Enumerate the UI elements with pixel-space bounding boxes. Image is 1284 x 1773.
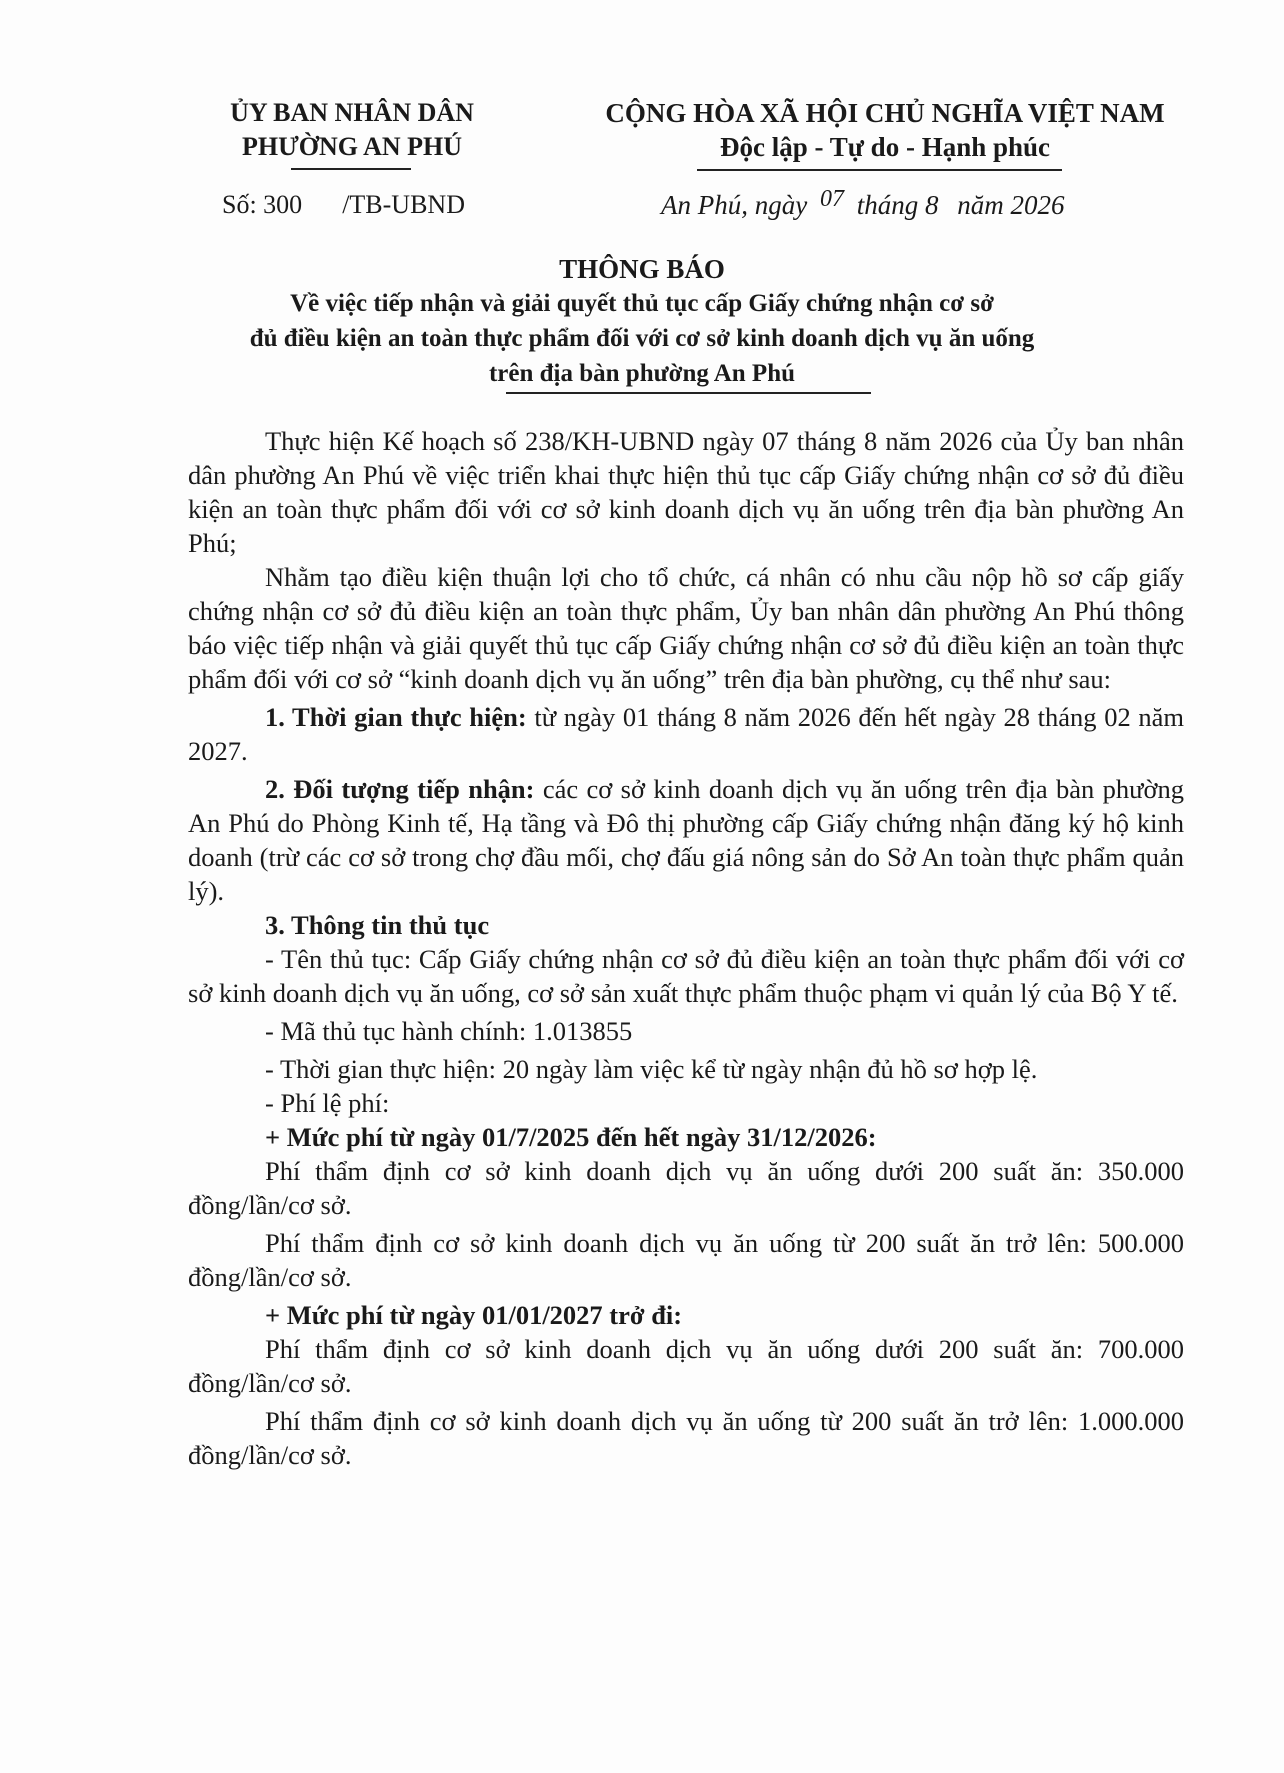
paragraph-purpose: Nhằm tạo điều kiện thuận lợi cho tổ chức, cá nhân có nhu cầu nộp hồ sơ cấp giấy chứng nhận cơ sở đủ điều kiện an toàn thực phẩm, Ủy ban nhân dân phường An Phú thông báo việc tiếp nhận và giải quyết thủ tục cấp Giấy chứng nhận cơ sở đủ điều kiện an toàn thực phẩm đối với cơ sở “kinh doanh dịch vụ ăn uống” trên địa bàn phường, cụ thể như sau:	[188, 562, 1184, 694]
document-date	[661, 186, 1065, 221]
document-number-suffix: /TB-UBND	[342, 190, 465, 219]
section-3	[188, 908, 1184, 942]
notice-subject-line2: đủ điều kiện an toàn thực phẩm đối với cơ sở kinh doanh dịch vụ ăn uống	[249, 325, 1035, 352]
agency-underline	[291, 168, 411, 170]
fee-period-1-under-200: Phí thẩm định cơ sở kinh doanh dịch vụ ăn uống dưới 200 suất ăn: 350.000 đồng/lần/cơ sở.	[188, 1156, 1184, 1220]
motto-underline	[697, 169, 1062, 171]
date-day: 07	[819, 186, 844, 212]
date-prefix: An Phú, ngày	[661, 190, 808, 220]
fee-period-2-heading: + Mức phí từ ngày 01/01/2027 trở đi:	[265, 1300, 683, 1330]
paragraph-basis: Thực hiện Kế hoạch số 238/KH-UBND ngày 07 tháng 8 năm 2026 của Ủy ban nhân dân phường An Phú về việc triển khai thực hiện thủ tục cấp Giấy chứng nhận cơ sở đủ điều kiện an toàn thực phẩm đối với cơ sở kinh doanh dịch vụ ăn uống trên địa bàn phường An Phú;	[188, 426, 1184, 558]
section-1-label: 1. Thời gian thực hiện:	[265, 702, 527, 732]
fee-period-1-heading: + Mức phí từ ngày 01/7/2025 đến hết ngày 31/12/2026:	[265, 1122, 877, 1152]
processing-time: - Thời gian thực hiện: 20 ngày làm việc kể từ ngày nhận đủ hồ sơ hợp lệ.	[265, 1054, 1038, 1084]
title-underline	[506, 392, 871, 394]
notice-title: THÔNG BÁO	[559, 254, 725, 284]
agency-name-line1: ỦY BAN NHÂN DÂN	[230, 98, 474, 127]
section-2	[188, 772, 1184, 908]
fees-heading: - Phí lệ phí:	[265, 1088, 390, 1118]
date-month: tháng 8	[856, 190, 939, 220]
document-number-label: Số: 300	[222, 190, 303, 219]
date-year: năm 2026	[957, 190, 1065, 220]
procedure-name: - Tên thủ tục: Cấp Giấy chứng nhận cơ sở đủ điều kiện an toàn thực phẩm đối với cơ sở kinh doanh dịch vụ ăn uống, cơ sở sản xuất thực phẩm thuộc phạm vi quản lý của Bộ Y tế.	[188, 944, 1184, 1008]
nation-motto: Độc lập - Tự do - Hạnh phúc	[719, 132, 1051, 162]
section-1	[188, 700, 1184, 768]
notice-body	[188, 424, 1184, 1472]
notice-subject-line1: Về việc tiếp nhận và giải quyết thủ tục cấp Giấy chứng nhận cơ sở	[290, 290, 994, 317]
notice-subject-line3: trên địa bàn phường An Phú	[488, 360, 796, 387]
document-number	[222, 190, 465, 220]
agency-name-line2: PHƯỜNG AN PHÚ	[241, 132, 463, 161]
section-2-text: các cơ sở kinh doanh dịch vụ ăn uống trên địa bàn phường An Phú do Phòng Kinh tế, Hạ tầng và Đô thị phường cấp Giấy chứng nhận đăng ký hộ kinh doanh (trừ các cơ sở trong chợ đầu mối, chợ đấu giá nông sản do Sở An toàn thực phẩm quản lý).	[188, 774, 1184, 906]
fee-period-2-under-200: Phí thẩm định cơ sở kinh doanh dịch vụ ăn uống dưới 200 suất ăn: 700.000 đồng/lần/cơ sở.	[188, 1334, 1184, 1398]
section-2-label: 2. Đối tượng tiếp nhận:	[265, 774, 535, 804]
nation-name: CỘNG HÒA XÃ HỘI CHỦ NGHĨA VIỆT NAM	[605, 98, 1165, 128]
fee-period-1-over-200: Phí thẩm định cơ sở kinh doanh dịch vụ ăn uống từ 200 suất ăn trở lên: 500.000 đồng/lần/cơ sở.	[188, 1228, 1184, 1292]
section-3-label: 3. Thông tin thủ tục	[265, 910, 490, 940]
section-1-text: từ ngày 01 tháng 8 năm 2026 đến hết ngày 28 tháng 02 năm 2027.	[188, 702, 1184, 766]
procedure-code: - Mã thủ tục hành chính: 1.013855	[265, 1016, 633, 1046]
fee-period-2-over-200: Phí thẩm định cơ sở kinh doanh dịch vụ ăn uống từ 200 suất ăn trở lên: 1.000.000 đồng/lần/cơ sở.	[188, 1406, 1184, 1470]
